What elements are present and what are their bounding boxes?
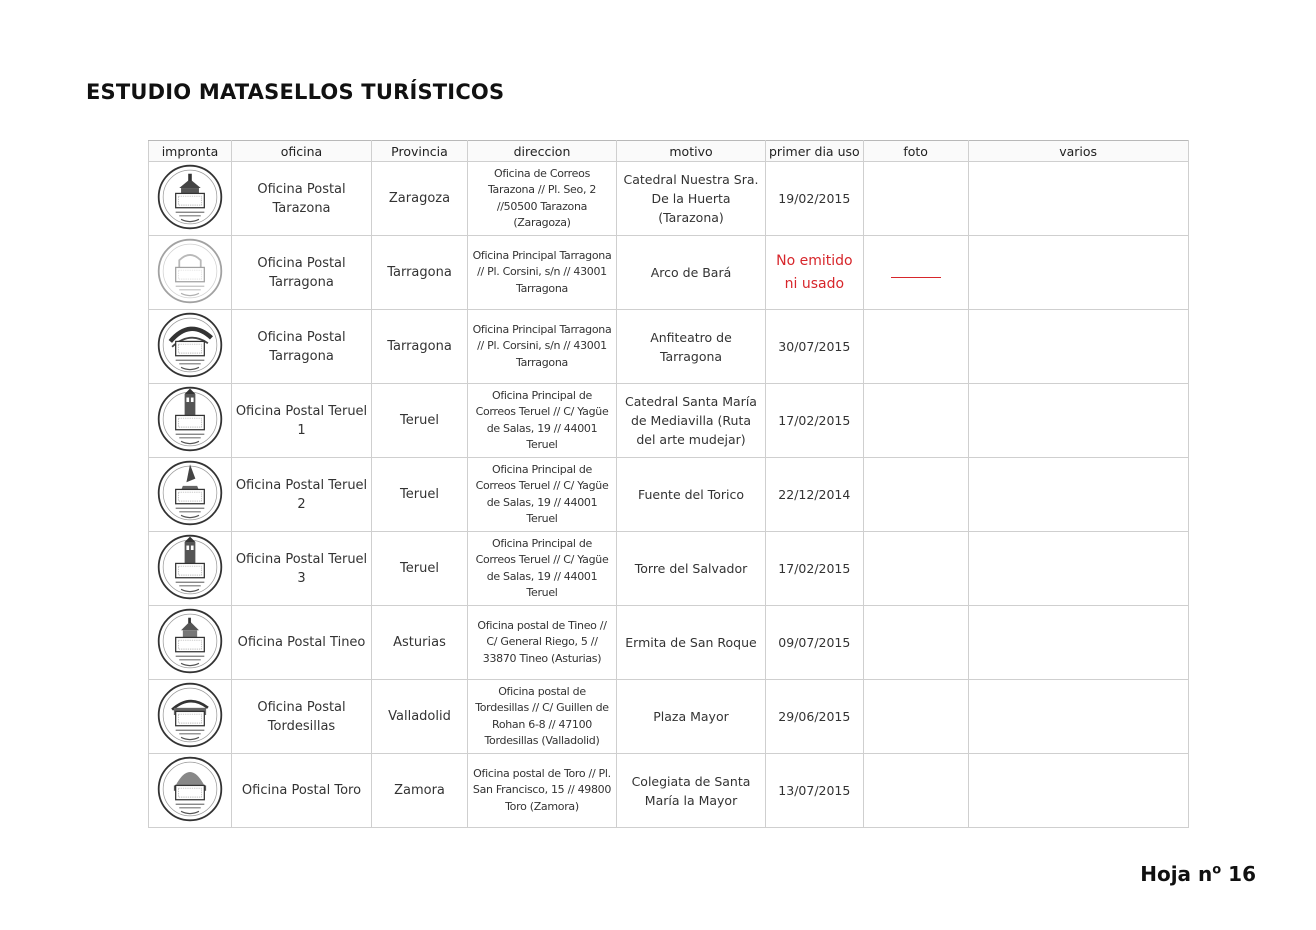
primer-dia-uso-cell: 17/02/2015 [766, 384, 864, 458]
impronta-cell [149, 236, 232, 310]
foto-cell [863, 532, 968, 606]
page-number [1140, 862, 1256, 886]
provincia-cell: Tarragona [372, 310, 468, 384]
amphitheatre-postmark-icon [152, 311, 228, 383]
foto-cell [863, 458, 968, 532]
motivo-cell: Arco de Bará [617, 236, 766, 310]
primer-dia-uso-cell: 29/06/2015 [766, 680, 864, 754]
primer-dia-uso-cell: 13/07/2015 [766, 754, 864, 828]
page-number-value: 16 [1228, 862, 1256, 886]
provincia-cell: Zamora [372, 754, 468, 828]
direccion-cell: Oficina Principal de Correos Teruel // C/ Yagüe de Salas, 19 // 44001 Teruel [468, 384, 617, 458]
foto-cell [863, 236, 968, 310]
foto-cell [863, 384, 968, 458]
column-header-foto: foto [863, 141, 968, 162]
oficina-cell: Oficina Postal Tarragona [232, 310, 372, 384]
primer-dia-uso-cell: No emitido ni usado [766, 236, 864, 310]
column-header-provincia: Provincia [372, 141, 468, 162]
table-row [149, 162, 1189, 236]
provincia-cell: Valladolid [372, 680, 468, 754]
oficina-cell: Oficina Postal Teruel 2 [232, 458, 372, 532]
oficina-cell: Oficina Postal Tarazona [232, 162, 372, 236]
oficina-cell: Oficina Postal Tordesillas [232, 680, 372, 754]
foto-placeholder-line [891, 277, 941, 278]
foto-cell [863, 606, 968, 680]
foto-cell [863, 162, 968, 236]
column-header-impronta: impronta [149, 141, 232, 162]
provincia-cell: Teruel [372, 458, 468, 532]
primer-dia-uso-cell: 19/02/2015 [766, 162, 864, 236]
direccion-cell: Oficina Principal Tarragona // Pl. Corsini, s/n // 43001 Tarragona [468, 310, 617, 384]
page-ordinal: o [1212, 862, 1222, 878]
provincia-cell: Teruel [372, 384, 468, 458]
oficina-cell: Oficina Postal Tineo [232, 606, 372, 680]
header-row [149, 141, 1189, 162]
provincia-cell: Zaragoza [372, 162, 468, 236]
table-row [149, 310, 1189, 384]
impronta-cell [149, 606, 232, 680]
table-row [149, 236, 1189, 310]
varios-cell [968, 754, 1188, 828]
direccion-cell: Oficina Principal Tarragona // Pl. Corsini, s/n // 43001 Tarragona [468, 236, 617, 310]
dome-postmark-icon [152, 755, 228, 827]
table-row [149, 754, 1189, 828]
document-title: ESTUDIO MATASELLOS TURÍSTICOS [86, 80, 505, 104]
tower-postmark-icon [152, 533, 228, 605]
motivo-cell: Ermita de San Roque [617, 606, 766, 680]
table-row [149, 680, 1189, 754]
provincia-cell: Teruel [372, 532, 468, 606]
impronta-cell [149, 458, 232, 532]
varios-cell [968, 680, 1188, 754]
varios-cell [968, 532, 1188, 606]
direccion-cell: Oficina Principal de Correos Teruel // C/ Yagüe de Salas, 19 // 44001 Teruel [468, 458, 617, 532]
impronta-cell [149, 310, 232, 384]
motivo-cell: Plaza Mayor [617, 680, 766, 754]
table-row [149, 532, 1189, 606]
provincia-cell: Asturias [372, 606, 468, 680]
varios-cell [968, 236, 1188, 310]
impronta-cell [149, 384, 232, 458]
primer-dia-uso-cell: 30/07/2015 [766, 310, 864, 384]
arch-postmark-icon [152, 237, 228, 309]
column-header-motivo: motivo [617, 141, 766, 162]
impronta-cell [149, 162, 232, 236]
cathedral-postmark-icon [152, 163, 228, 235]
column-header-direccion: direccion [468, 141, 617, 162]
impronta-cell [149, 532, 232, 606]
motivo-cell: Colegiata de Santa María la Mayor [617, 754, 766, 828]
motivo-cell: Catedral Santa María de Mediavilla (Ruta del arte mudejar) [617, 384, 766, 458]
varios-cell [968, 310, 1188, 384]
varios-cell [968, 384, 1188, 458]
plaza-postmark-icon [152, 681, 228, 753]
motivo-cell: Anfiteatro de Tarragona [617, 310, 766, 384]
fountain-postmark-icon [152, 459, 228, 531]
primer-dia-uso-cell: 09/07/2015 [766, 606, 864, 680]
column-header-oficina: oficina [232, 141, 372, 162]
impronta-cell [149, 680, 232, 754]
primer-dia-uso-cell: 17/02/2015 [766, 532, 864, 606]
impronta-cell [149, 754, 232, 828]
foto-cell [863, 310, 968, 384]
oficina-cell: Oficina Postal Teruel 1 [232, 384, 372, 458]
oficina-cell: Oficina Postal Teruel 3 [232, 532, 372, 606]
page-label: Hoja n [1140, 862, 1213, 886]
oficina-cell: Oficina Postal Tarragona [232, 236, 372, 310]
primer-dia-uso-cell: 22/12/2014 [766, 458, 864, 532]
motivo-cell: Fuente del Torico [617, 458, 766, 532]
oficina-cell: Oficina Postal Toro [232, 754, 372, 828]
direccion-cell: Oficina de Correos Tarazona // Pl. Seo, 2 //50500 Tarazona (Zaragoza) [468, 162, 617, 236]
direccion-cell: Oficina Principal de Correos Teruel // C/ Yagüe de Salas, 19 // 44001 Teruel [468, 532, 617, 606]
foto-cell [863, 754, 968, 828]
table-row [149, 384, 1189, 458]
motivo-cell: Torre del Salvador [617, 532, 766, 606]
table-row [149, 458, 1189, 532]
motivo-cell: Catedral Nuestra Sra. De la Huerta (Tarazona) [617, 162, 766, 236]
tower-postmark-icon [152, 385, 228, 457]
foto-cell [863, 680, 968, 754]
column-header-varios: varios [968, 141, 1188, 162]
column-header-primer-dia-uso: primer dia uso [766, 141, 864, 162]
direccion-cell: Oficina postal de Tineo // C/ General Riego, 5 // 33870 Tineo (Asturias) [468, 606, 617, 680]
direccion-cell: Oficina postal de Toro // Pl. San Francisco, 15 // 49800 Toro (Zamora) [468, 754, 617, 828]
postmark-table [148, 140, 1189, 828]
chapel-postmark-icon [152, 607, 228, 679]
direccion-cell: Oficina postal de Tordesillas // C/ Guillen de Rohan 6-8 // 47100 Tordesillas (Valladolid) [468, 680, 617, 754]
provincia-cell: Tarragona [372, 236, 468, 310]
varios-cell [968, 458, 1188, 532]
table-row [149, 606, 1189, 680]
varios-cell [968, 606, 1188, 680]
varios-cell [968, 162, 1188, 236]
